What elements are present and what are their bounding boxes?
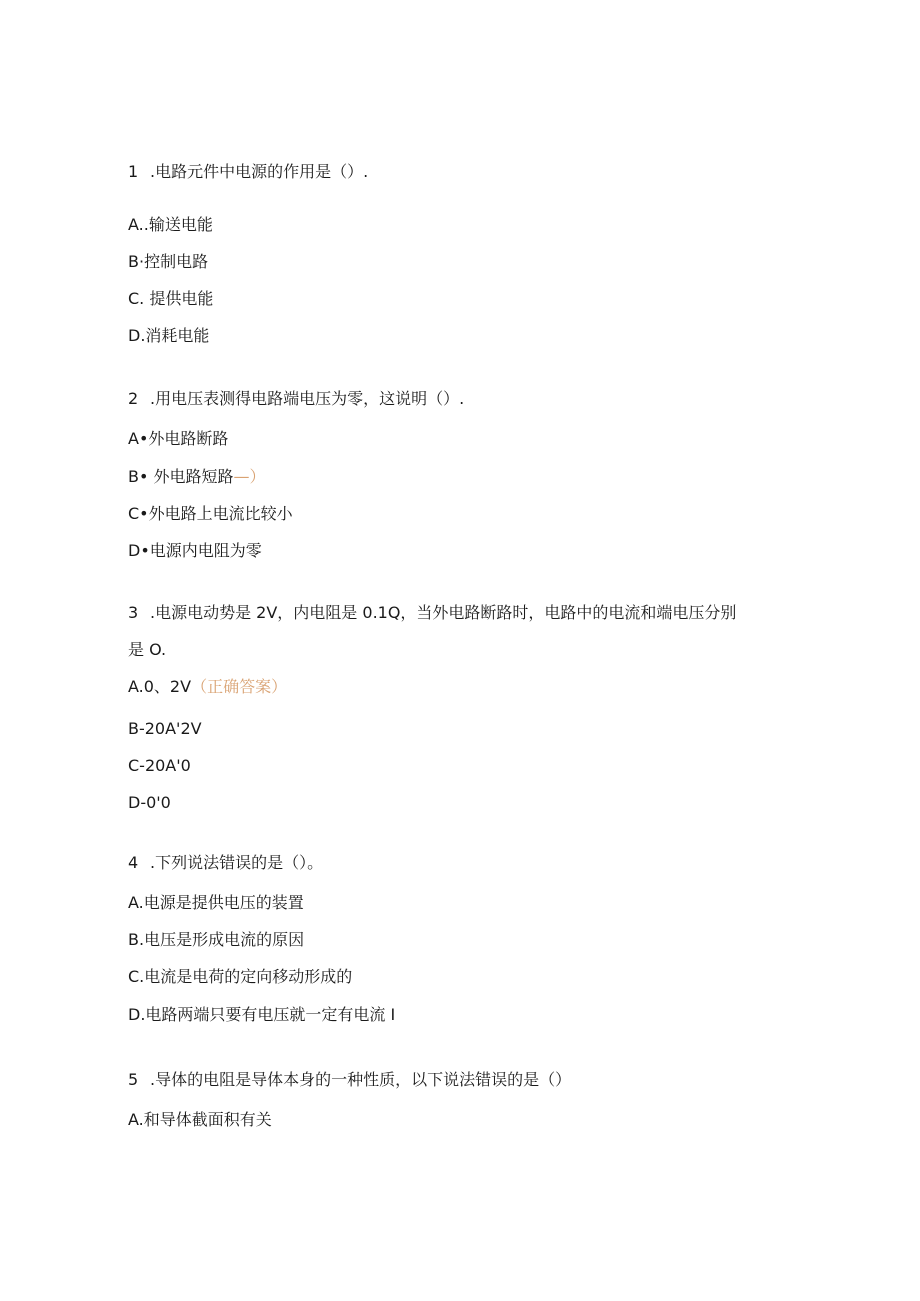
- option-text: B.电压是形成电流的原因: [128, 930, 305, 949]
- option-1d: [128, 325, 209, 347]
- option-5a: [128, 1109, 272, 1131]
- option-text: D.电路两端只要有电压就一定有电流 I: [128, 1005, 396, 1024]
- option-text: A..输送电能: [128, 215, 213, 234]
- question-number: 1: [128, 162, 139, 181]
- option-4d: [128, 1004, 395, 1026]
- option-text: D•电源内电阻为零: [128, 541, 262, 560]
- option-note: —）: [233, 467, 266, 486]
- option-text: A.电源是提供电压的装置: [128, 893, 304, 912]
- option-1c: [128, 288, 213, 310]
- question-text: .下列说法错误的是（）。: [150, 853, 324, 872]
- option-1b: [128, 251, 208, 273]
- question-5: [128, 1069, 571, 1091]
- option-text: D-0'0: [128, 793, 171, 812]
- question-1: [128, 161, 368, 183]
- question-4: [128, 852, 323, 874]
- question-number: 2: [128, 389, 139, 408]
- option-text: B-20A'2V: [128, 719, 202, 738]
- option-2b: [128, 466, 266, 488]
- question-text: .用电压表测得电路端电压为零，这说明（）.: [150, 389, 465, 408]
- option-4c: [128, 966, 352, 988]
- question-text: .电源电动势是 2V，内电阻是 0.1Q，当外电路断路时，电路中的电流和端电压分别: [150, 603, 737, 622]
- question-text: .导体的电阻是导体本身的一种性质，以下说法错误的是（）: [150, 1070, 572, 1089]
- question-number: 3: [128, 603, 139, 622]
- option-2c: [128, 503, 293, 525]
- option-4a: [128, 892, 304, 914]
- option-3c: [128, 755, 191, 777]
- question-number: 5: [128, 1070, 139, 1089]
- option-3b: [128, 718, 202, 740]
- option-text: A.和导体截面积有关: [128, 1110, 272, 1129]
- option-text: B·控制电路: [128, 252, 209, 271]
- correct-answer-note: （正确答案）: [191, 677, 288, 696]
- question-text: 是 O.: [128, 640, 167, 659]
- question-3-continued: [128, 639, 166, 661]
- option-text: C-20A'0: [128, 756, 191, 775]
- option-2a: [128, 428, 228, 450]
- option-text: A.0、2V: [128, 677, 192, 696]
- question-number: 4: [128, 853, 139, 872]
- option-text: C.电流是电荷的定向移动形成的: [128, 967, 353, 986]
- option-text: C•外电路上电流比较小: [128, 504, 293, 523]
- option-4b: [128, 929, 304, 951]
- option-text: B• 外电路短路: [128, 467, 234, 486]
- question-2: [128, 388, 464, 410]
- option-text: A•外电路断路: [128, 429, 229, 448]
- option-2d: [128, 540, 262, 562]
- question-3: [128, 602, 736, 624]
- option-text: C. 提供电能: [128, 289, 214, 308]
- option-3d: [128, 792, 171, 814]
- option-text: D.消耗电能: [128, 326, 210, 345]
- question-text: .电路元件中电源的作用是（）.: [150, 162, 369, 181]
- option-3a: [128, 676, 287, 698]
- option-1a: [128, 214, 213, 236]
